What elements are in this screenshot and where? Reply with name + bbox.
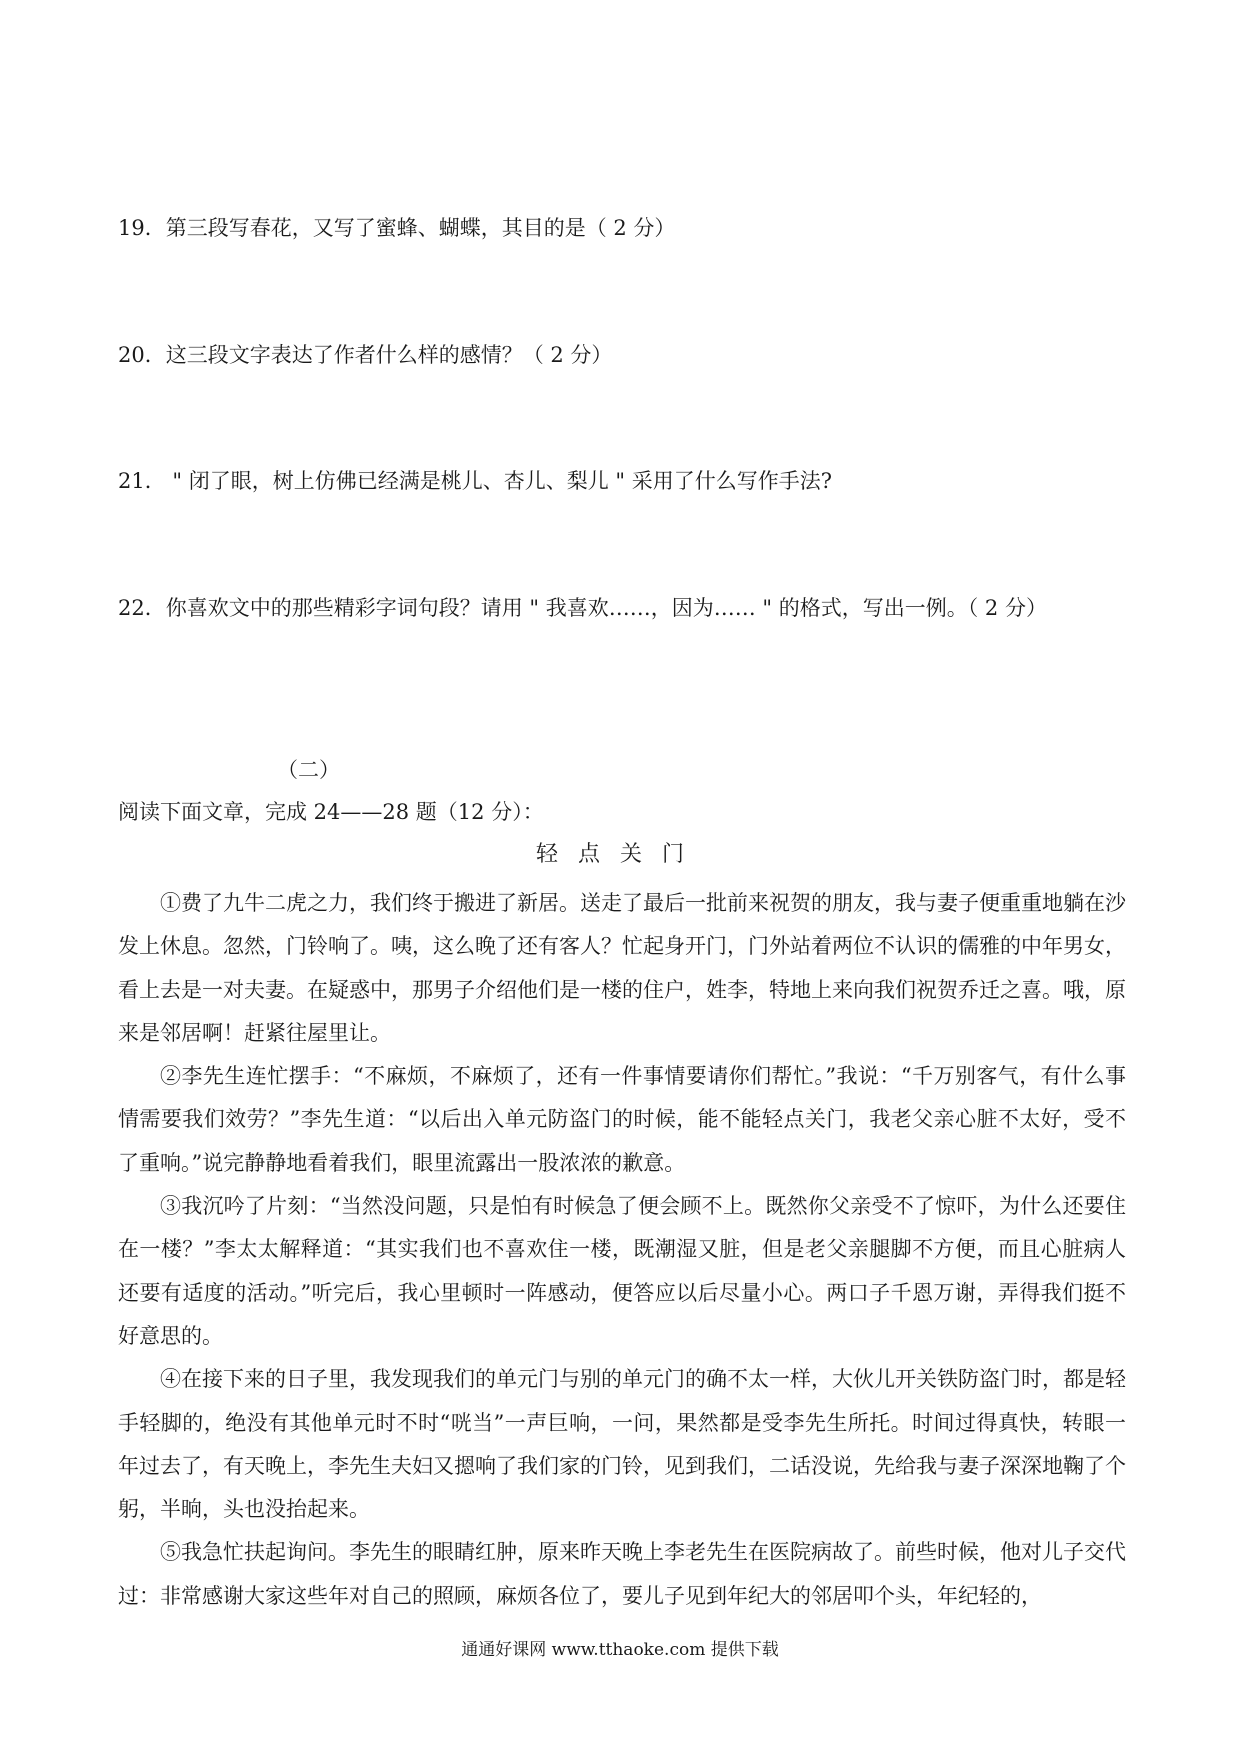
article-title: 轻点关门 <box>535 842 704 867</box>
paragraph-2: ②李先生连忙摆手：“不麻烦，不麻烦了，还有一件事情要请你们帮忙。”我说：“千万别客气，有什么事情需要我们效劳？”李先生道：“以后出入单元防盗门的时候，能不能轻点关门，我老父亲心脏不太好，受不了重响。”说完静静地看着我们，眼里流露出一股浓浓的歉意。 <box>118 1064 1126 1175</box>
paragraph-5: ⑤我急忙扶起询问。李先生的眼睛红肿，原来昨天晚上李老先生在医院病故了。前些时候，他对儿子交代过：非常感谢大家这些年对自己的照顾，麻烦各位了，要儿子见到年纪大的邻居叩个头，年纪轻的， <box>118 1540 1126 1608</box>
section-number: （二） <box>277 758 340 782</box>
footer-credit: 通通好课网 www.tthaoke.com 提供下载 <box>461 1640 779 1660</box>
paragraph-1: ①费了九牛二虎之力，我们终于搬进了新居。送走了最后一批前来祝贺的朋友，我与妻子便重重地躺在沙发上休息。忽然，门铃响了。咦，这么晚了还有客人？忙起身开门，门外站着两位不认识的儒雅的中年男女，看上去是一对夫妻。在疑惑中，那男子介绍他们是一楼的住户，姓李，特地上来向我们祝贺乔迁之喜。哦，原来是邻居啊！赶紧往屋里让。 <box>118 891 1126 1045</box>
article-body <box>118 882 1126 1618</box>
question-21: 21． " 闭了眼，树上仿佛已经满是桃儿、杏儿、梨儿 " 采用了什么写作手法? <box>118 469 832 493</box>
paragraph-4: ④在接下来的日子里，我发现我们的单元门与别的单元门的确不太一样，大伙儿开关铁防盗门时，都是轻手轻脚的，绝没有其他单元时不时“咣当”一声巨响，一问，果然都是受李先生所托。时间过得真快，转眼一年过去了，有天晚上，李先生夫妇又摁响了我们家的门铃，见到我们，二话没说，先给我与妻子深深地鞠了个躬，半晌，头也没抬起来。 <box>118 1367 1126 1522</box>
question-20: 20．这三段文字表达了作者什么样的感情？（ 2 分） <box>118 343 613 367</box>
question-19: 19．第三段写春花，又写了蜜蜂、蝴蝶，其目的是（ 2 分） <box>118 216 676 240</box>
question-22: 22．你喜欢文中的那些精彩字词句段？请用 " 我喜欢……，因为…… " 的格式，写出一例。（ 2 分） <box>118 596 1047 620</box>
paragraph-3: ③我沉吟了片刻：“当然没问题，只是怕有时候急了便会顾不上。既然你父亲受不了惊吓，为什么还要住在一楼？”李太太解释道：“其实我们也不喜欢住一楼，既潮湿又脏，但是老父亲腿脚不方便，而且心脏病人还要有适度的活动。”听完后，我心里顿时一阵感动，便答应以后尽量小心。两口子千恩万谢，弄得我们挺不好意思的。 <box>118 1194 1126 1348</box>
reading-instruction: 阅读下面文章，完成 24——28 题（12 分）： <box>118 800 544 824</box>
